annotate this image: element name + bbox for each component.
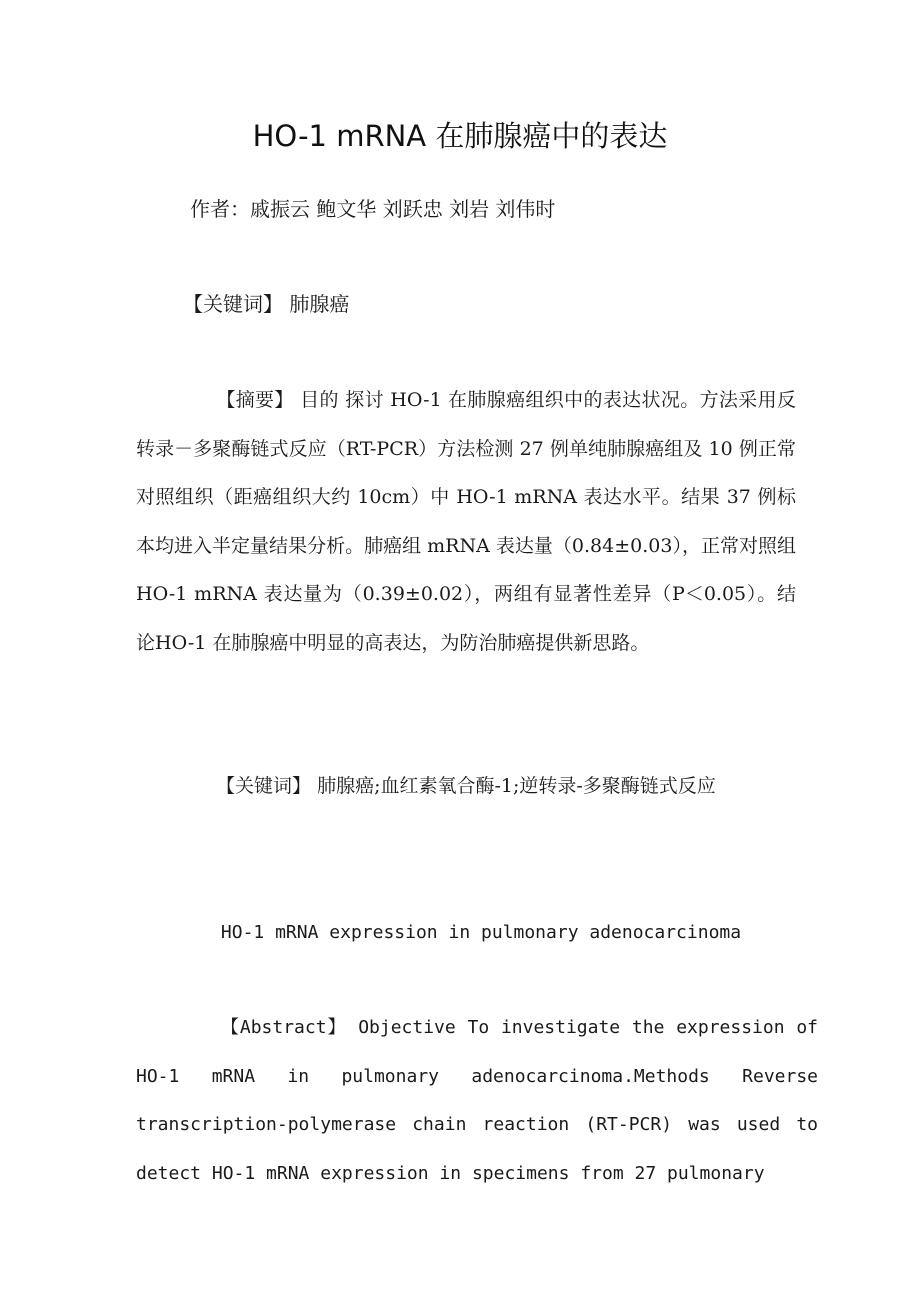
- abstract-label: 【摘要】: [216, 389, 294, 411]
- keywords-label: 【关键词】: [183, 292, 283, 316]
- abstract-en-label: 【Abstract】: [220, 1017, 347, 1038]
- keywords-header: [183, 288, 349, 320]
- abstract-chinese: [136, 376, 796, 668]
- keywords-chinese: [136, 762, 796, 811]
- keywords-value: 肺腺癌: [289, 292, 350, 316]
- keywords-text: 肺腺癌;血红素氧合酶-1;逆转录-多聚酶链式反应: [317, 775, 716, 797]
- author-list: 作者：戚振云 鲍文华 刘跃忠 刘岩 刘伟时: [190, 197, 556, 221]
- abstract-en-text: Objective To investigate the expression of HO-1 mRNA in pulmonary adenocarcinoma.Methods Reverse transcription-polymerase chain reaction (RT-PCR) was used to detect HO-1 mRNA expression in specimens from 27 pulmonary: [136, 1017, 819, 1184]
- abstract-text: 目的 探讨 HO-1 在肺腺癌组织中的表达状况。方法采用反转录－多聚酶链式反应（RT-PCR）方法检测 27 例单纯肺腺癌组及 10 例正常对照组织（距癌组织大约 10cm）中 HO-1 mRNA 表达水平。结果 37 例标本均进入半定量结果分析。肺癌组 mRNA 表达量（0.84±0.03），正常对照组 HO-1 mRNA 表达量为（0.39±0.02），两组有显著性差异（P＜0.05）。结论HO-1 在肺腺癌中明显的高表达，为防治肺癌提供新思路。: [136, 389, 796, 654]
- english-title: HO-1 mRNA expression in pulmonary adenocarcinoma: [220, 922, 742, 943]
- keywords-label: 【关键词】: [216, 775, 312, 797]
- abstract-english: [136, 1004, 818, 1198]
- paper-title: HO-1 mRNA 在肺腺癌中的表达: [252, 119, 668, 153]
